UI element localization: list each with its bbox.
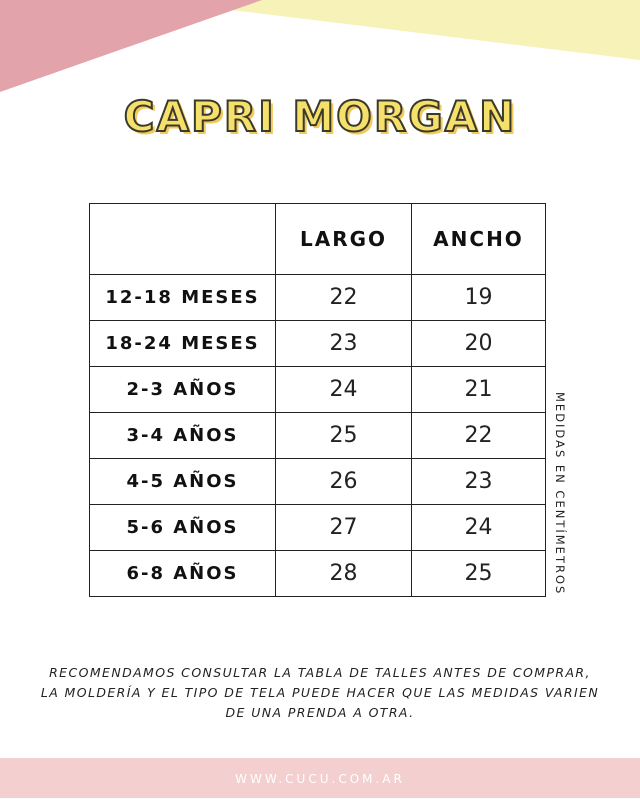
table-row <box>90 275 546 321</box>
disclaimer-line: DE UNA PRENDA A OTRA. <box>225 705 415 720</box>
footer-website: WWW.CUCU.COM.AR <box>235 772 405 786</box>
units-note: MEDIDAS EN CENTÍMETROS <box>553 392 567 596</box>
footer-band <box>0 758 640 798</box>
ancho-value: 19 <box>412 275 546 321</box>
disclaimer-line: RECOMENDAMOS CONSULTAR LA TABLA DE TALLES ANTES DE COMPRAR, <box>49 665 591 680</box>
header-ancho: ANCHO <box>412 204 546 275</box>
page-title: CAPRI MORGAN <box>123 92 517 141</box>
ancho-value: 23 <box>412 459 546 505</box>
largo-value: 24 <box>276 367 412 413</box>
largo-value: 26 <box>276 459 412 505</box>
ancho-value: 21 <box>412 367 546 413</box>
size-label: 6-8 AÑOS <box>90 551 276 597</box>
size-label: 5-6 AÑOS <box>90 505 276 551</box>
table-header-row <box>90 204 546 275</box>
size-label: 3-4 AÑOS <box>90 413 276 459</box>
table-row <box>90 321 546 367</box>
table-row <box>90 367 546 413</box>
size-label: 18-24 MESES <box>90 321 276 367</box>
header-empty <box>90 204 276 275</box>
ancho-value: 20 <box>412 321 546 367</box>
table-row <box>90 459 546 505</box>
size-label: 12-18 MESES <box>90 275 276 321</box>
largo-value: 27 <box>276 505 412 551</box>
disclaimer-line: LA MOLDERÍA Y EL TIPO DE TELA PUEDE HACER QUE LAS MEDIDAS VARIEN <box>40 685 600 700</box>
disclaimer-text <box>20 663 620 723</box>
size-label: 4-5 AÑOS <box>90 459 276 505</box>
ancho-value: 22 <box>412 413 546 459</box>
ancho-value: 25 <box>412 551 546 597</box>
size-label: 2-3 AÑOS <box>90 367 276 413</box>
largo-value: 23 <box>276 321 412 367</box>
size-table <box>89 203 546 597</box>
table-row <box>90 413 546 459</box>
largo-value: 22 <box>276 275 412 321</box>
table-row <box>90 551 546 597</box>
largo-value: 25 <box>276 413 412 459</box>
header-largo: LARGO <box>276 204 412 275</box>
table-row <box>90 505 546 551</box>
ancho-value: 24 <box>412 505 546 551</box>
pink-shape <box>0 0 262 92</box>
largo-value: 28 <box>276 551 412 597</box>
